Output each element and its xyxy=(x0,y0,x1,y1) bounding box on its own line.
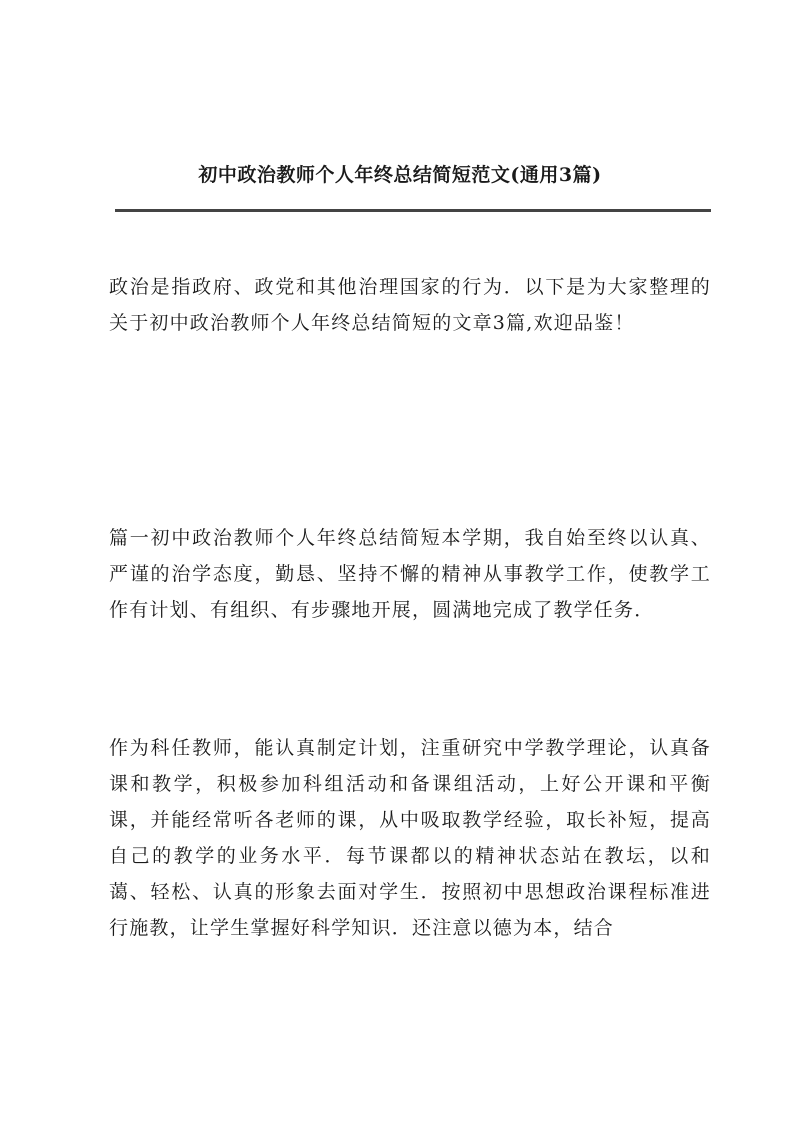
document-title: 初中政治教师个人年终总结简短范文(通用3篇) xyxy=(198,164,602,186)
intro-paragraph: 政治是指政府、政党和其他治理国家的行为．以下是为大家整理的关于初中政治教师个人年终总结简短的文章3篇,欢迎品鉴！ xyxy=(109,276,711,334)
title-divider xyxy=(115,209,711,212)
body-paragraph: 作为科任教师，能认真制定计划，注重研究中学教学理论，认真备课和教学，积极参加科组活动和备课组活动，上好公开课和平衡课，并能经常听各老师的课，从中吸取教学经验，取长补短，提高自己的教学的业务水平．每节课都以的精神状态站在教坛，以和蔼、轻松、认真的形象去面对学生．按照初中思想政治课程标准进行施教，让学生掌握好科学知识．还注意以德为本，结合 xyxy=(109,737,711,939)
article-one-paragraph: 篇一初中政治教师个人年终总结简短本学期，我自始至终以认真、严谨的治学态度，勤恳、坚持不懈的精神从事教学工作，使教学工作有计划、有组织、有步骤地开展，圆满地完成了教学任务． xyxy=(109,527,711,621)
